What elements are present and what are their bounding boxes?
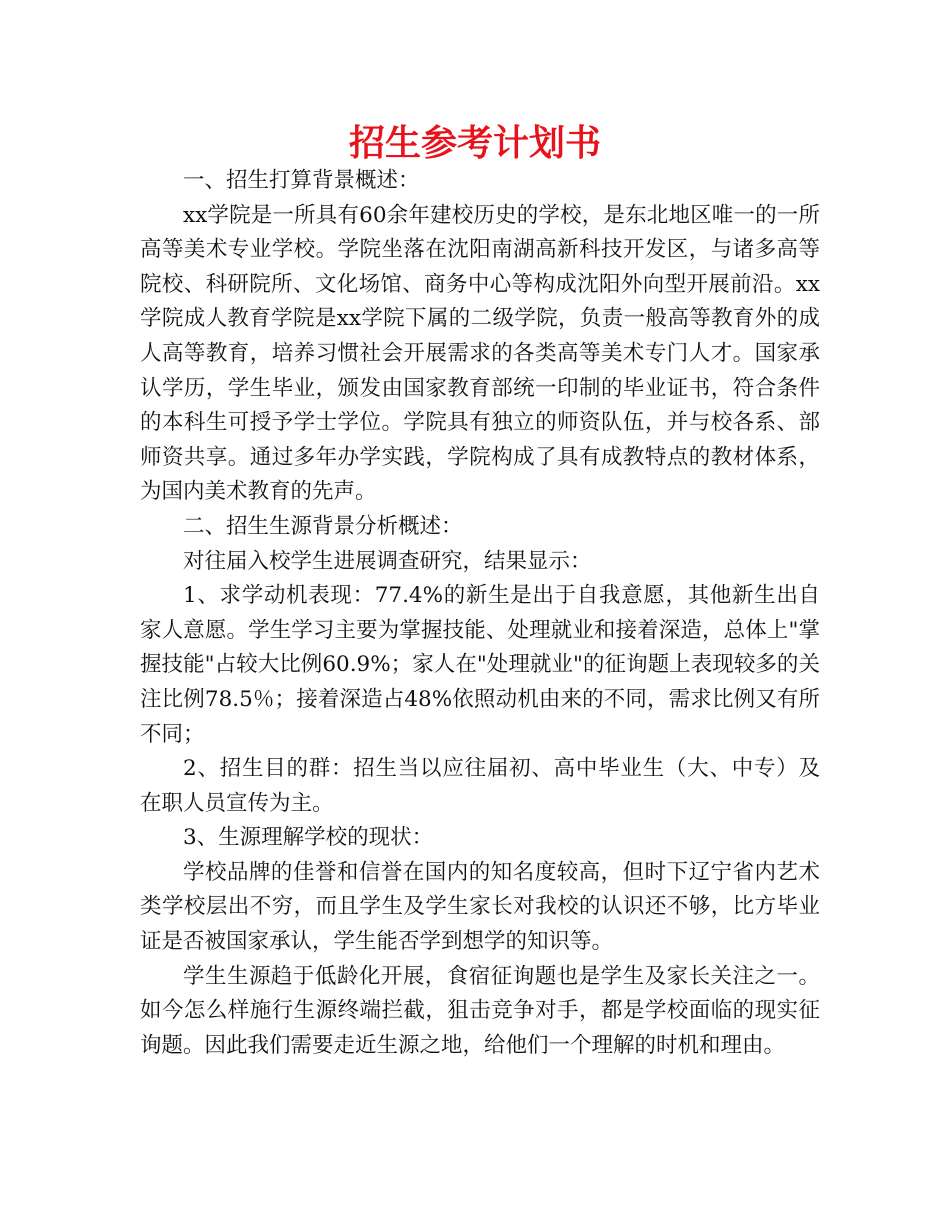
paragraph-target-group: 2、招生目的群：招生当以应往届初、高中毕业生（大、中专）及在职人员宣传为主。 <box>140 756 820 816</box>
paragraph-survey-intro: 对往届入校学生进展调查研究，结果显示： <box>183 548 592 574</box>
section-heading-2: 二、招生生源背景分析概述： <box>183 513 463 539</box>
paragraph-brand-status: 学校品牌的佳誉和信誉在国内的知名度较高，但时下辽宁省内艺术类学校层出不穷，而且学生及学生家长对我校的认识还不够，比方毕业证是否被国家承认，学生能否学到想学的知识等。 <box>140 859 820 955</box>
paragraph-source-trend: 学生生源趋于低龄化开展，食宿征询题也是学生及家长关注之一。如今怎么样施行生源终端拦截，狙击竞争对手，都是学校面临的现实征询题。因此我们需要走近生源之地，给他们一个理解的时机和理由。 <box>140 963 820 1058</box>
paragraph-awareness-heading: 3、生源理解学校的现状： <box>183 825 434 851</box>
paragraph-school-intro: xx学院是一所具有60余年建校历史的学校，是东北地区唯一的一所高等美术专业学校。学院坐落在沈阳南湖高新科技开发区，与诸多高等院校、科研院所、文化场馆、商务中心等构成沈阳外向型开展前沿。xx学院成人教育学院是xx学院下属的二级学院，负责一般高等教育外的成人高等教育，培养习惯社会开展需求的各类高等美术专门人才。国家承认学历，学生毕业，颁发由国家教育部统一印制的毕业证书，符合条件的本科生可授予学士学位。学院具有独立的师资队伍，并与校各系、部师资共享。通过多年办学实践，学院构成了具有成教特点的教材体系，为国内美术教育的先声。 <box>140 202 820 505</box>
document-body <box>140 164 820 1063</box>
section-heading-1: 一、招生打算背景概述： <box>183 168 420 193</box>
paragraph-motivation: 1、求学动机表现：77.4%的新生是出于自我意愿，其他新生出自家人意愿。学生学习主要为掌握技能、处理就业和接着深造，总体上"掌握技能"占较大比例60.9%；家人在"处理就业"的征询题上表现较多的关注比例78.5％；接着深造占48%依照动机由来的不同，需求比例又有所不同； <box>140 583 820 747</box>
document-title: 招生参考计划书 <box>348 123 601 164</box>
